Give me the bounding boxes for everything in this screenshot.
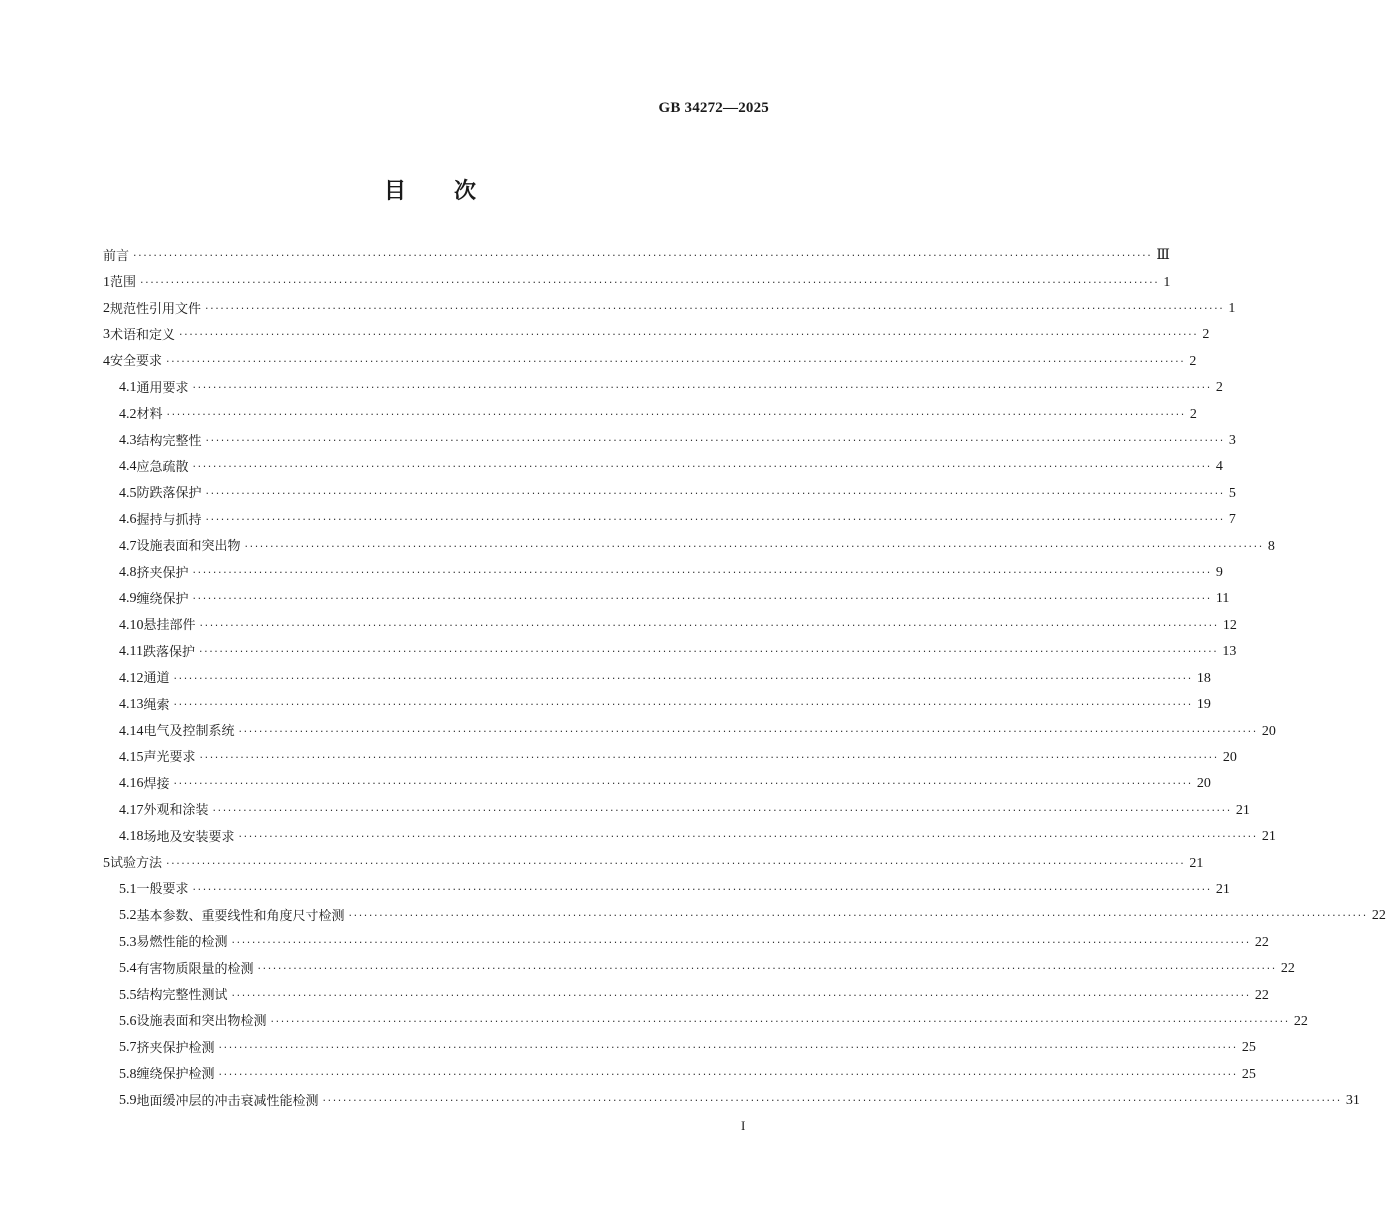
toc-entry-page: 21 (1215, 881, 1230, 897)
title-char-2: 次 (454, 179, 477, 204)
toc-entry-page: 21 (1261, 829, 1276, 845)
toc-entry[interactable] (103, 1035, 1256, 1061)
toc-entry[interactable] (103, 454, 1223, 480)
toc-entry-page: 20 (1261, 723, 1276, 739)
toc-entry-number: 4.2 (119, 406, 137, 422)
toc-leader-dots: ········································································································································································································ (199, 618, 1219, 632)
toc-entry-title: 声光要求 (143, 750, 196, 766)
toc-entry-title: 安全要求 (110, 354, 163, 370)
toc-leader-dots: ········································································································································································································ (179, 328, 1199, 342)
toc-entry[interactable] (103, 481, 1236, 507)
toc-entry-page: 9 (1215, 565, 1223, 581)
toc-entry-number: 5.6 (119, 1013, 137, 1029)
toc-leader-dots: ········································································································································································································ (166, 354, 1186, 368)
toc-entry[interactable] (103, 243, 1170, 269)
toc-leader-dots: ········································································································································································································ (140, 275, 1160, 289)
toc-entry-title: 试验方法 (110, 856, 163, 872)
toc-leader-dots: ········································································································································································································ (205, 302, 1225, 316)
toc-entry-number: 2 (103, 301, 110, 317)
toc-entry-page: 20 (1222, 749, 1237, 765)
toc-entry-title: 一般要求 (136, 882, 189, 898)
toc-entry-title: 外观和涂装 (143, 803, 209, 819)
toc-entry-page: 1 (1163, 274, 1171, 290)
toc-entry-number: 4.3 (119, 433, 137, 449)
toc-leader-dots: ········································································································································································································ (244, 539, 1264, 553)
toc-entry-number: 5.8 (119, 1066, 137, 1082)
toc-entry-title: 基本参数、重要线性和角度尺寸检测 (136, 908, 345, 924)
toc-leader-dots: ········································································································································································································ (192, 882, 1212, 896)
toc-entry-title: 有害物质限量的检测 (136, 961, 254, 977)
toc-entry-page: 2 (1215, 380, 1223, 396)
toc-entry-title: 焊接 (143, 776, 170, 792)
toc-entry[interactable] (103, 850, 1204, 876)
toc-entry[interactable] (103, 322, 1210, 348)
page-title (0, 174, 860, 205)
toc-entry[interactable] (103, 798, 1250, 824)
toc-entry-number: 5.3 (119, 934, 137, 950)
toc-entry-page: 21 (1235, 802, 1250, 818)
toc-entry-page: 31 (1345, 1093, 1360, 1109)
toc-entry-number: 4 (103, 353, 110, 369)
toc-entry-title: 术语和定义 (110, 327, 176, 343)
toc-leader-dots: ········································································································································································································ (173, 777, 1193, 791)
toc-leader-dots: ········································································································································································································ (192, 381, 1212, 395)
toc-entry-number: 5.9 (119, 1093, 137, 1109)
toc-entry-page: 21 (1189, 855, 1204, 871)
toc-entry[interactable] (103, 1062, 1256, 1088)
toc-entry-page: 12 (1222, 617, 1237, 633)
toc-entry-page: 22 (1254, 987, 1269, 1003)
toc-entry-number: 4.5 (119, 485, 137, 501)
toc-leader-dots: ········································································································································································································ (270, 1014, 1290, 1028)
toc-leader-dots: ········································································································································································································ (205, 434, 1225, 448)
toc-entry-number: 5.2 (119, 908, 137, 924)
toc-entry[interactable] (103, 1009, 1308, 1035)
toc-entry[interactable] (103, 375, 1223, 401)
toc-entry-title: 设施表面和突出物 (136, 539, 241, 555)
toc-entry[interactable] (103, 745, 1237, 771)
toc-leader-dots: ········································································································································································································ (212, 803, 1232, 817)
toc-entry-title: 场地及安装要求 (143, 829, 235, 845)
toc-entry-title: 结构完整性 (136, 433, 202, 449)
toc-entry[interactable] (103, 930, 1269, 956)
toc-entry-title: 挤夹保护 (136, 565, 189, 581)
toc-entry-number: 4.9 (119, 591, 137, 607)
toc-entry-title: 前言 (103, 248, 130, 264)
toc-entry-number: 5.4 (119, 961, 137, 977)
toc-entry-page: 25 (1241, 1040, 1256, 1056)
toc-entry-page: 20 (1196, 776, 1211, 792)
toc-entry-title: 应急疏散 (136, 459, 189, 475)
toc-entry-number: 3 (103, 327, 110, 343)
toc-entry[interactable] (103, 877, 1230, 903)
toc-entry-number: 4.4 (119, 459, 137, 475)
toc-entry-number: 4.13 (119, 697, 144, 713)
toc-entry[interactable] (103, 982, 1269, 1008)
footer-page-number: I (741, 1118, 746, 1133)
toc-entry[interactable] (103, 428, 1236, 454)
toc-entry-title: 缠绕保护检测 (136, 1067, 215, 1083)
toc-entry-page: 2 (1189, 353, 1197, 369)
toc-entry-number: 4.10 (119, 617, 144, 633)
toc-entry-page: 13 (1222, 644, 1237, 660)
toc-entry-page: 18 (1196, 670, 1211, 686)
toc-entry[interactable] (103, 956, 1295, 982)
toc-entry-number: 4.15 (119, 749, 144, 765)
toc-entry-page: 22 (1254, 934, 1269, 950)
toc-entry-page: 7 (1228, 512, 1236, 528)
toc-entry-title: 规范性引用文件 (110, 301, 202, 317)
toc-entry[interactable] (103, 903, 1386, 929)
toc-entry-title: 设施表面和突出物检测 (136, 1014, 267, 1030)
toc-entry-number: 4.11 (119, 644, 143, 660)
toc-entry-title: 易燃性能的检测 (136, 935, 228, 951)
toc-leader-dots: ········································································································································································································ (192, 592, 1212, 606)
toc-entry-title: 通用要求 (136, 380, 189, 396)
toc-leader-dots: ········································································································································································································ (199, 645, 1219, 659)
toc-leader-dots: ········································································································································································································ (218, 1067, 1238, 1081)
toc-leader-dots: ········································································································································································································ (231, 988, 1251, 1002)
toc-entry[interactable] (103, 824, 1276, 850)
toc-leader-dots: ········································································································································································································ (257, 962, 1277, 976)
toc-leader-dots: ········································································································································································································ (218, 1041, 1238, 1055)
toc-entry-page: 3 (1228, 433, 1236, 449)
toc-entry[interactable] (103, 349, 1197, 375)
toc-entry[interactable] (103, 666, 1211, 692)
toc-entry[interactable] (103, 613, 1237, 639)
toc-entry[interactable] (103, 639, 1237, 665)
toc-leader-dots: ········································································································································································································ (166, 856, 1186, 870)
toc-entry-page: 2 (1189, 406, 1197, 422)
toc-entry-title: 握持与抓持 (136, 512, 202, 528)
toc-entry-title: 挤夹保护检测 (136, 1040, 215, 1056)
toc-entry-number: 4.12 (119, 670, 144, 686)
toc-entry-page: 2 (1202, 327, 1210, 343)
toc-entry[interactable] (103, 1088, 1360, 1114)
toc-entry-title: 悬挂部件 (143, 618, 196, 634)
toc-entry-title: 结构完整性测试 (136, 988, 228, 1004)
toc-leader-dots: ········································································································································································································ (231, 935, 1251, 949)
toc-entry-number: 4.14 (119, 723, 144, 739)
toc-entry[interactable] (103, 296, 1236, 322)
toc-entry-page: 22 (1280, 961, 1295, 977)
toc-entry[interactable] (103, 560, 1223, 586)
table-of-contents (103, 243, 1386, 1114)
toc-entry-title: 电气及控制系统 (143, 724, 235, 740)
toc-entry-page: 8 (1267, 538, 1275, 554)
toc-entry-page: 5 (1228, 485, 1236, 501)
toc-entry[interactable] (103, 269, 1171, 295)
toc-entry[interactable] (103, 718, 1276, 744)
toc-entry-title: 通道 (143, 671, 170, 687)
toc-entry-page: 1 (1228, 301, 1236, 317)
toc-entry-page: 25 (1241, 1066, 1256, 1082)
toc-leader-dots: ········································································································································································································ (322, 1094, 1342, 1108)
toc-entry[interactable] (103, 507, 1236, 533)
toc-leader-dots: ········································································································································································································ (173, 698, 1193, 712)
toc-entry-number: 4.17 (119, 802, 144, 818)
toc-entry[interactable] (103, 771, 1211, 797)
toc-leader-dots: ········································································································································································································ (348, 909, 1368, 923)
toc-entry[interactable] (103, 401, 1197, 427)
toc-entry-number: 5 (103, 855, 110, 871)
toc-entry-title: 缠绕保护 (136, 591, 189, 607)
toc-leader-dots: ········································································································································································································ (192, 460, 1212, 474)
toc-leader-dots: ········································································································································································································ (205, 513, 1225, 527)
toc-leader-dots: ········································································································································································································ (205, 486, 1225, 500)
toc-entry[interactable] (103, 586, 1230, 612)
toc-entry-page: 22 (1371, 908, 1386, 924)
toc-entry-title: 地面缓冲层的冲击衰减性能检测 (136, 1093, 319, 1109)
toc-entry-page: 11 (1215, 591, 1230, 607)
toc-entry-page: 22 (1293, 1013, 1308, 1029)
toc-entry-title: 绳索 (143, 697, 170, 713)
toc-entry-number: 5.7 (119, 1040, 137, 1056)
toc-entry-title: 范围 (110, 275, 137, 291)
toc-entry-number: 5.1 (119, 881, 137, 897)
toc-entry-number: 4.7 (119, 538, 137, 554)
toc-entry-title: 材料 (136, 407, 163, 423)
toc-entry-number: 4.6 (119, 512, 137, 528)
toc-entry[interactable] (103, 692, 1211, 718)
toc-entry-number: 4.16 (119, 776, 144, 792)
toc-entry-page: 19 (1196, 697, 1211, 713)
title-char-1: 目 (383, 179, 406, 204)
toc-entry-number: 4.1 (119, 380, 137, 396)
toc-entry-number: 1 (103, 274, 110, 290)
toc-entry-title: 跌落保护 (142, 644, 195, 660)
toc-leader-dots: ········································································································································································································ (133, 249, 1153, 263)
toc-leader-dots: ········································································································································································································ (238, 724, 1258, 738)
toc-leader-dots: ········································································································································································································ (238, 830, 1258, 844)
toc-entry-number: 4.8 (119, 565, 137, 581)
toc-entry-number: 5.5 (119, 987, 137, 1003)
toc-entry-page: 4 (1215, 459, 1223, 475)
toc-entry[interactable] (103, 533, 1275, 559)
toc-leader-dots: ········································································································································································································ (192, 566, 1212, 580)
document-code: GB 34272—2025 (658, 100, 769, 116)
toc-leader-dots: ········································································································································································································ (166, 407, 1186, 421)
toc-leader-dots: ········································································································································································································ (173, 671, 1193, 685)
toc-leader-dots: ········································································································································································································ (199, 750, 1219, 764)
toc-entry-title: 防跌落保护 (136, 486, 202, 502)
toc-entry-page: Ⅲ (1156, 248, 1170, 264)
toc-entry-number: 4.18 (119, 829, 144, 845)
